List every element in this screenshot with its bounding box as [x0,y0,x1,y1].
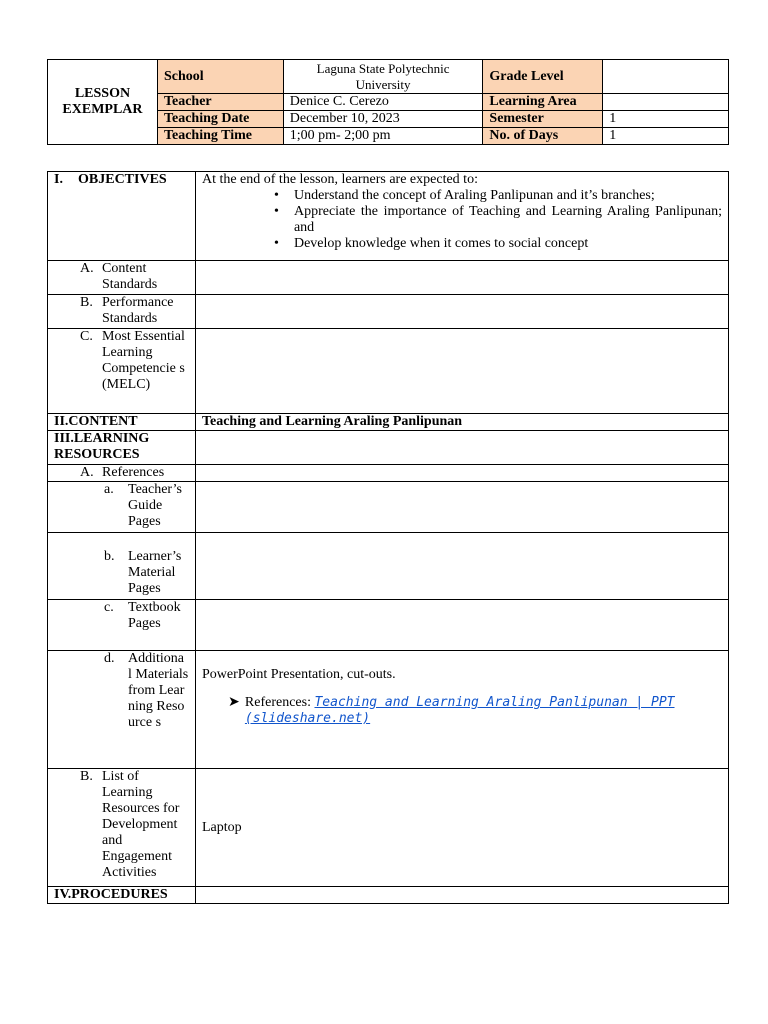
objectives-row [48,172,729,261]
content-label: II.CONTENT [48,414,196,431]
objective-bullet: • Develop knowledge when it comes to social concept [202,236,722,252]
lesson-plan-table [47,171,729,904]
learners-material-row [48,533,729,600]
semester-label: Semester [483,111,603,128]
teacher-label: Teacher [157,94,283,111]
additional-materials-content [195,651,728,769]
arrow-bullet-icon: ➤ [227,695,240,710]
teacher-value: Denice C. Cerezo [283,94,483,111]
textbook-pages-label: Textbook Pages [128,600,181,631]
teaching-time-value: 1;00 pm- 2;00 pm [283,128,483,145]
grade-level-value [603,60,729,94]
grade-level-label: Grade Level [483,60,603,94]
objectives-bullet-list [202,188,722,252]
list-marker: c. [104,600,114,615]
teachers-guide-value [195,482,728,533]
lesson-header-table [47,59,729,145]
performance-standards-row [48,295,729,329]
list-marker: b. [104,549,115,564]
content-value: Teaching and Learning Araling Panlipunan [195,414,728,431]
list-marker: d. [104,651,115,666]
objectives-content [195,172,728,261]
no-of-days-label: No. of Days [483,128,603,145]
additional-materials-row [48,651,729,769]
content-row [48,414,729,431]
melc-value [195,329,728,414]
learning-area-value [603,94,729,111]
references-label: References [102,465,165,480]
list-marker: A. [80,465,94,480]
objectives-label-cell [48,172,196,261]
content-standards-row [48,261,729,295]
learning-area-label: Learning Area [483,94,603,111]
objective-bullet: • Appreciate the importance of Teaching and Learning Araling Panlipunan; and [202,204,722,236]
teaching-time-label: Teaching Time [157,128,283,145]
objective-bullet: • Understand the concept of Araling Panlipunan and it’s branches; [202,188,722,204]
learning-resources-row [48,431,729,465]
list-marker: B. [80,769,93,784]
teachers-guide-row [48,482,729,533]
list-marker: A. [80,261,94,276]
melc-label: Most Essential Learning Competencie s (MELC) [102,329,185,392]
lesson-exemplar-title [48,60,158,145]
reference-entry [228,695,722,727]
school-value: Laguna State Polytechnic University [283,60,483,94]
textbook-pages-row [48,600,729,651]
learning-resources-label: III.LEARNING RESOURCES [48,431,196,465]
melc-row [48,329,729,414]
list-marker: B. [80,295,93,310]
slideshare-reference-link[interactable]: Teaching and Learning Araling Panlipunan | PPT (slideshare.net) [244,695,675,726]
no-of-days-value: 1 [603,128,729,145]
learners-material-value [195,533,728,600]
teaching-date-label: Teaching Date [157,111,283,128]
list-marker: C. [80,329,93,344]
textbook-pages-value [195,600,728,651]
content-standards-label: Content Standards [102,261,158,292]
title-line-1: LESSON [74,86,131,101]
list-of-resources-row [48,769,729,887]
additional-materials-value: PowerPoint Presentation, cut-outs. [201,667,396,682]
content-standards-value [195,261,728,295]
references-row [48,465,729,482]
title-line-2: EXEMPLAR [62,102,143,117]
list-marker: a. [104,482,114,497]
list-of-resources-value: Laptop [195,769,728,887]
performance-standards-label: Performance Standards [102,295,174,326]
school-label: School [157,60,283,94]
objectives-marker: I. [54,172,63,187]
references-prefix: References: [244,695,311,710]
additional-materials-label: Additiona l Materials from Learning Resource s [128,651,189,730]
objectives-label: OBJECTIVES [78,172,167,187]
list-of-resources-label: List of Learning Resources for Development and Engagement Activities [102,769,180,880]
learners-material-label: Learner’s Material Pages [128,549,182,596]
performance-standards-value [195,295,728,329]
objectives-intro: At the end of the lesson, learners are expected to: [201,172,478,187]
teachers-guide-label: Teacher’s Guide Pages [128,482,182,529]
teaching-date-value: December 10, 2023 [283,111,483,128]
procedures-label: IV.PROCEDURES [48,887,196,904]
procedures-row [48,887,729,904]
semester-value: 1 [603,111,729,128]
